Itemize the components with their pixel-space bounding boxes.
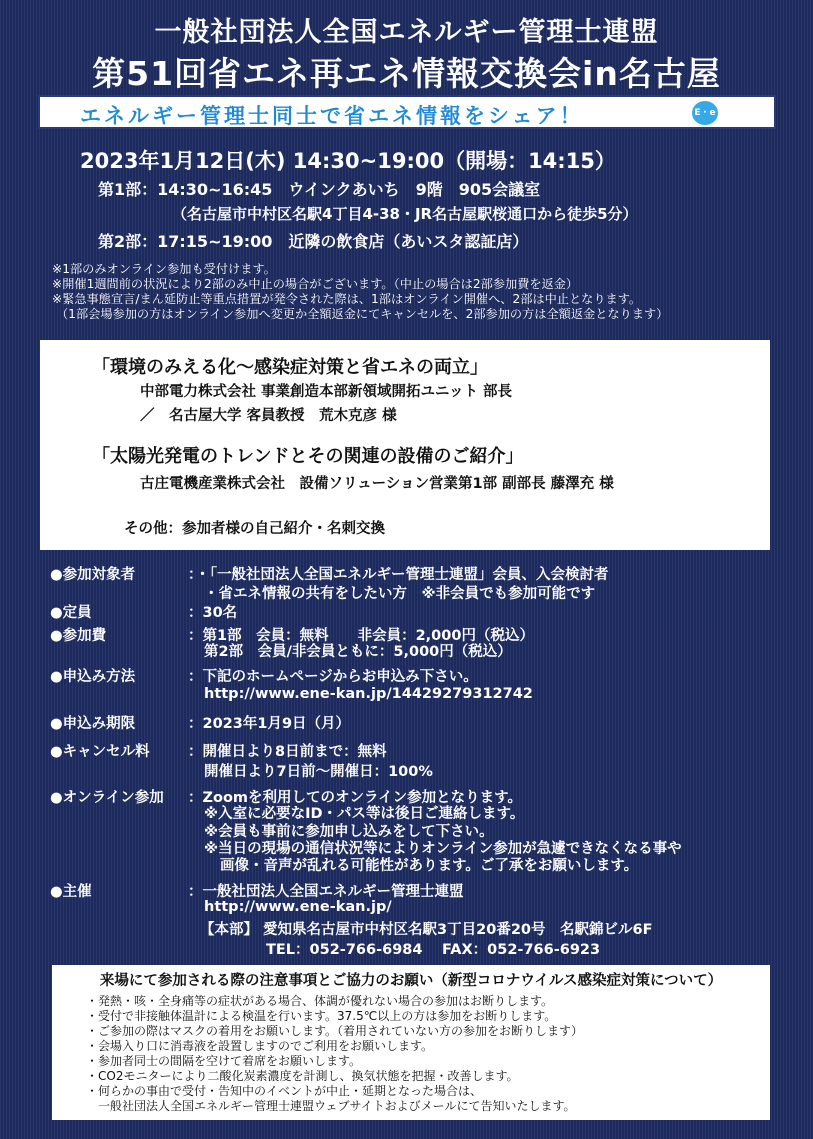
talk-1-speaker-affiliation: 中部電力株式会社 事業創造本部新領域開拓ユニット 部長 [140, 384, 513, 400]
apply-url-link[interactable]: http://www.ene-kan.jp/14429279312742 [204, 686, 533, 702]
capacity-label: ●定員 [50, 605, 92, 621]
deadline-value: ：2023年1月9日（月） [188, 716, 351, 732]
precautions-panel [52, 965, 770, 1120]
online-label: ●オンライン参加 [50, 790, 164, 806]
precaution-item: ・CO2モニターにより二酸化炭素濃度を計測し、換気状態を把握・改善します。 [86, 1069, 519, 1083]
notes-block [52, 262, 668, 322]
event-title: 第51回省エネ再エネ情報交換会in名古屋 [92, 54, 721, 93]
cancel-value-1: ：開催日より8日前まで：無料 [188, 744, 387, 760]
host-address: 【本部】 愛知県名古屋市中村区名駅3丁目20番20号 名駅錦ビル6F [200, 922, 653, 938]
precaution-item: ・参加者同士の間隔を空けて着席をお願いします。 [86, 1054, 362, 1068]
tagline: エネルギー管理士同士で省エネ情報をシェア！ [80, 104, 584, 128]
talk-1-title: 「環境のみえる化～感染症対策と省エネの両立」 [92, 357, 488, 378]
organization-title: 一般社団法人全国エネルギー管理士連盟 [154, 17, 659, 48]
note-item: ※1部のみオンライン参加も受付けます。 [52, 262, 276, 276]
session-1: 第1部：14:30~16:45 ウインクあいち 9階 905会議室 [98, 180, 541, 199]
precaution-item: 一般社団法人全国エネルギー管理士連盟ウェブサイトおよびメールにて告知いたします。 [86, 1099, 576, 1113]
online-value-3: ※会員も事前に参加申し込みをして下さい。 [204, 824, 494, 840]
talk-1-speaker: ／ 名古屋大学 客員教授 荒木克彦 様 [140, 408, 397, 424]
precautions-title: 来場にて参加される際の注意事項とご協力のお願い（新型コロナウイルス感染症対策について） [99, 973, 723, 989]
talk-2-speaker: 古庄電機産業株式会社 設備ソリューション営業第1部 副部長 藤澤充 様 [140, 476, 614, 492]
deadline-label: ●申込み期限 [50, 716, 136, 732]
precaution-item: ・何らかの事由で受付・告知中のイベントが中止・延期となった場合は、 [86, 1084, 483, 1098]
target-value-1: ：・「一般社団法人全国エネルギー管理士連盟」会員、入会検討者 [188, 567, 609, 583]
precaution-item: ・発熱・咳・全身痛等の症状がある場合、体調が優れない場合の参加はお断りします。 [86, 994, 554, 1008]
online-value-1: ：Zoomを利用してのオンライン参加となります。 [188, 790, 522, 806]
target-label: ●参加対象者 [50, 567, 136, 583]
online-value-2: ※入室に必要なID・パス等は後日ご連絡します。 [204, 806, 525, 822]
fee-value-1: ：第1部 会員：無料 非会員：2,000円（税込） [188, 628, 534, 644]
note-item: ※緊急事態宣言/まん延防止等重点措置が発令された際は、1部はオンライン開催へ、2部は中止となります。 [52, 292, 642, 306]
target-value-2: ・省エネ情報の共有をしたい方 ※非会員でも参加可能です [204, 586, 596, 602]
cancel-label: ●キャンセル料 [50, 744, 150, 760]
host-value: ：一般社団法人全国エネルギー管理士連盟 [188, 884, 464, 900]
program-panel [40, 340, 770, 550]
note-item: ※開催1週間前の状況により2部のみ中止の場合がございます。（中止の場合は2部参加費を返金） [52, 277, 579, 291]
talk-2-title: 「太陽光発電のトレンドとその関連の設備のご紹介」 [92, 446, 524, 467]
logo-icon: E・e [692, 101, 718, 125]
precaution-item: ・会場入り口に消毒液を設置しますのでご利用をお願いします。 [86, 1039, 434, 1053]
precaution-item: ・受付で非接触体温計による検温を行います。37.5℃以上の方は参加をお断りします。 [86, 1009, 557, 1023]
other-program: その他：参加者様の自己紹介・名刺交換 [124, 521, 385, 537]
fee-value-2: 第2部 会員/非会員ともに：5,000円（税込） [204, 644, 512, 660]
note-item: （1部会場参加の方はオンライン参加へ変更か全額返金にてキャンセルを、2部参加の方は全額返金となります） [56, 307, 669, 321]
session-1-address: （名古屋市中村区名駅4丁目4-38・JR名古屋駅桜通口から徒歩5分） [172, 205, 638, 223]
online-value-5: 画像・音声が乱れる可能性があります。ご了承をお願いします。 [220, 858, 639, 874]
host-contact: TEL：052-766-6984 FAX：052-766-6923 [266, 942, 601, 958]
precaution-item: ・ご参加の際はマスクの着用をお願いします。（着用されていない方の参加をお断りします） [86, 1024, 584, 1038]
session-2: 第2部：17:15~19:00 近隣の飲食店（あいスタ認証店） [98, 232, 529, 251]
host-url-link[interactable]: http://www.ene-kan.jp/ [204, 899, 392, 915]
tagline-banner [38, 95, 776, 129]
host-label: ●主催 [50, 884, 92, 900]
capacity-value: ：30名 [188, 605, 238, 621]
event-datetime: 2023年1月12日(木) 14:30~19:00（開場：14:15） [80, 149, 616, 173]
cancel-value-2: 開催日より7日前～開催日：100% [204, 764, 433, 780]
online-value-4: ※当日の現場の通信状況等によりオンライン参加が急遽できなくなる事や [204, 841, 682, 857]
apply-label: ●申込み方法 [50, 669, 136, 685]
fee-label: ●参加費 [50, 628, 107, 644]
apply-value: ：下記のホームページからお申込み下さい。 [188, 669, 478, 685]
